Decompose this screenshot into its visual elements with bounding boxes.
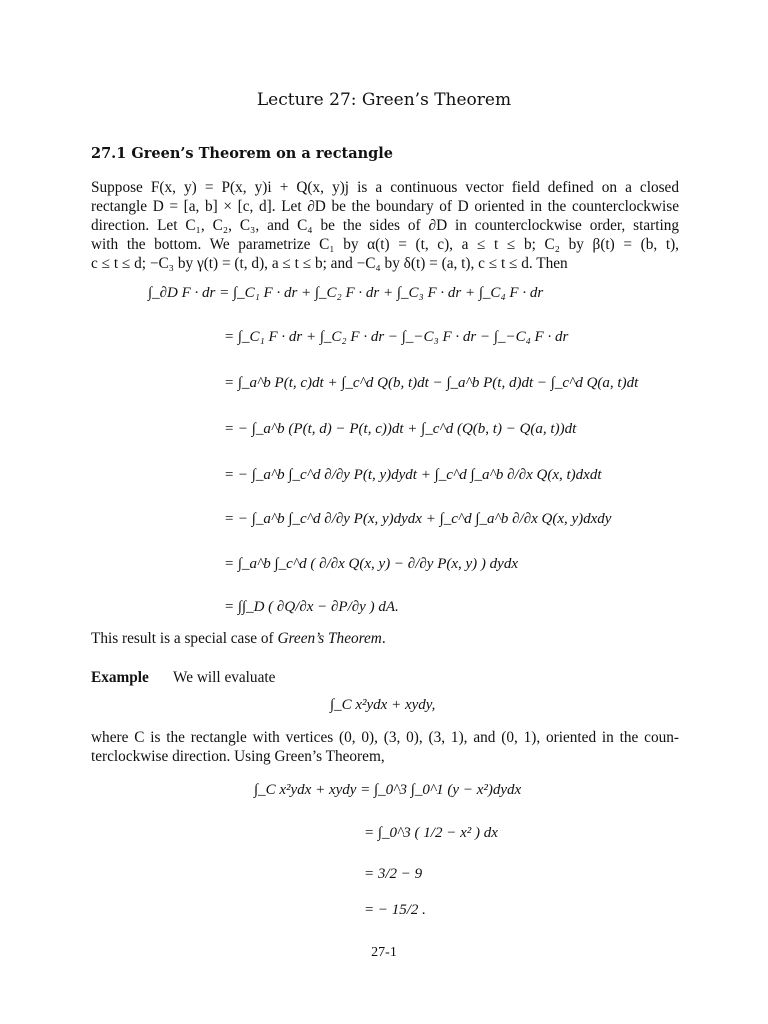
- equation-line: = ∫_C₁ F · dr + ∫_C₂ F · dr − ∫_−C₃ F · dr − ∫_−C₄ F · dr: [224, 329, 569, 345]
- equation-line: = − ∫_a^b ∫_c^d ∂/∂y P(t, y)dydt + ∫_c^d ∫_a^b ∂/∂x Q(x, t)dxdt: [224, 467, 602, 483]
- example-description: [91, 728, 679, 766]
- result-sentence: [91, 630, 386, 648]
- example-step: = − 15/2 .: [364, 902, 426, 918]
- example-intro: We will evaluate: [173, 669, 276, 686]
- equation-line: = ∫_a^b ∫_c^d ( ∂/∂x Q(x, y) − ∂/∂y P(x, y) ) dydx: [224, 556, 518, 572]
- equation-line: = ∫_a^b P(t, c)dt + ∫_c^d Q(b, t)dt − ∫_a^b P(t, d)dt − ∫_c^d Q(a, t)dt: [224, 375, 639, 391]
- example-step: = ∫_0^3 ( 1/2 − x² ) dx: [364, 825, 498, 841]
- result-suffix: .: [381, 630, 386, 647]
- equation-line: = − ∫_a^b (P(t, d) − P(t, c))dt + ∫_c^d (Q(b, t) − Q(a, t))dt: [224, 421, 577, 437]
- example-integral: ∫_C x²ydx + xydy,: [330, 697, 436, 713]
- page-number: 27-1: [371, 945, 397, 960]
- equation-line: ∫_∂D F · dr = ∫_C₁ F · dr + ∫_C₂ F · dr + ∫_C₃ F · dr + ∫_C₄ F · dr: [148, 285, 544, 301]
- equation-line: = − ∫_a^b ∫_c^d ∂/∂y P(x, y)dydx + ∫_c^d ∫_a^b ∂/∂x Q(x, y)dxdy: [224, 511, 612, 527]
- result-emphasis: Green’s Theorem: [277, 630, 382, 647]
- intro-line: Suppose F(x, y) = P(x, y)i + Q(x, y)j is a continuous vector field defined on a closed: [91, 179, 679, 196]
- section-heading: 27.1 Green’s Theorem on a rectangle: [91, 145, 394, 162]
- intro-paragraph: [91, 178, 679, 273]
- intro-line: c ≤ t ≤ d; −C₃ by γ(t) = (t, d), a ≤ t ≤ b; and −C₄ by δ(t) = (a, t), c ≤ t ≤ d. Then: [91, 255, 568, 272]
- intro-line: direction. Let C₁, C₂, C₃, and C₄ be the sides of ∂D in counterclockwise order, starting: [91, 217, 679, 234]
- example-label: Example: [91, 669, 149, 686]
- intro-line: rectangle D = [a, b] × [c, d]. Let ∂D be the boundary of D oriented in the counterclockwise: [91, 198, 679, 215]
- example-step: = 3/2 − 9: [364, 866, 423, 882]
- example-step: ∫_C x²ydx + xydy = ∫_0^3 ∫_0^1 (y − x²)dydx: [254, 782, 522, 798]
- page-title: Lecture 27: Green’s Theorem: [256, 90, 512, 110]
- example-desc-line: terclockwise direction. Using Green’s Theorem,: [91, 748, 385, 765]
- equation-line: = ∫∫_D ( ∂Q/∂x − ∂P/∂y ) dA.: [224, 599, 399, 615]
- intro-line: with the bottom. We parametrize C₁ by α(t) = (t, c), a ≤ t ≤ b; C₂ by β(t) = (b, t),: [91, 236, 679, 253]
- result-prefix: This result is a special case of: [91, 630, 278, 647]
- example-desc-line: where C is the rectangle with vertices (0, 0), (3, 0), (3, 1), and (0, 1), oriented in the coun-: [91, 729, 679, 746]
